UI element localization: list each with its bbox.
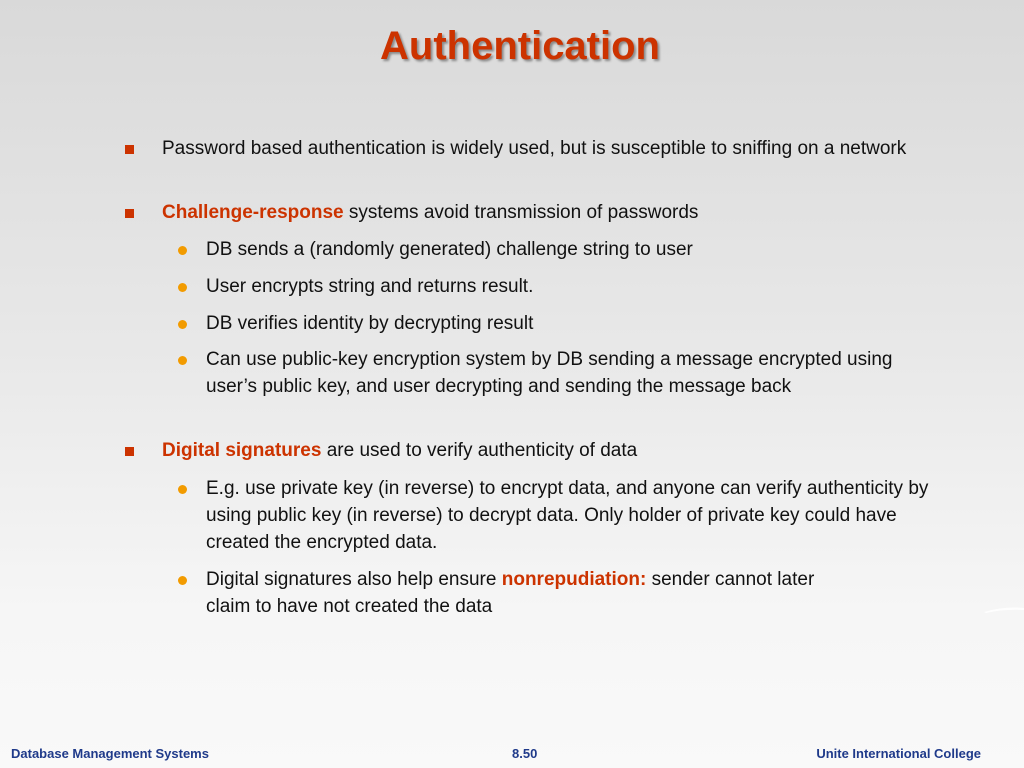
dot-bullet-icon: [178, 320, 187, 329]
bullet-text: E.g. use private key (in reverse) to encrypt data, and anyone can verify authenticity by using public key (in reverse) to decrypt data. Only holder of private key could have created the encrypted data.: [206, 478, 929, 553]
footer-institution: Unite International College: [816, 746, 981, 761]
bullet-item: [162, 199, 932, 226]
bullet-text-after: sender cannot later claim to have not created the data: [206, 569, 815, 617]
sub-bullet-item: [206, 310, 936, 337]
highlight-term: Digital signatures: [162, 440, 322, 461]
square-bullet-icon: [125, 145, 134, 154]
slide-title: Authentication: [380, 24, 660, 68]
bullet-text: DB verifies identity by decrypting result: [206, 313, 534, 334]
bullet-text: are used to verify authenticity of data: [321, 440, 638, 461]
bullet-text: User encrypts string and returns result.: [206, 276, 534, 297]
dot-bullet-icon: [178, 485, 187, 494]
decorative-swoosh-icon: [984, 600, 1024, 640]
sub-bullet-item: [206, 346, 936, 400]
dot-bullet-icon: [178, 576, 187, 585]
bullet-text: Password based authentication is widely used, but is susceptible to sniffing on a network: [162, 138, 907, 159]
dot-bullet-icon: [178, 246, 187, 255]
footer-course: Database Management Systems: [11, 746, 209, 761]
sub-bullet-item: [206, 236, 936, 263]
sub-bullet-item: [206, 273, 936, 300]
highlight-term: Challenge-response: [162, 202, 344, 223]
square-bullet-icon: [125, 447, 134, 456]
bullet-text: Can use public-key encryption system by DB sending a message encrypted using user’s public key, and user decrypting and sending the message back: [206, 349, 893, 397]
sub-bullet-item: [206, 566, 826, 620]
bullet-text: systems avoid transmission of passwords: [343, 202, 699, 223]
bullet-item: [162, 135, 932, 162]
square-bullet-icon: [125, 209, 134, 218]
dot-bullet-icon: [178, 356, 187, 365]
dot-bullet-icon: [178, 283, 187, 292]
bullet-text: DB sends a (randomly generated) challenge string to user: [206, 239, 693, 260]
bullet-item: [162, 437, 932, 464]
bullet-text-before: Digital signatures also help ensure: [206, 569, 502, 590]
sub-bullet-item: [206, 475, 936, 556]
footer-page-number: 8.50: [512, 746, 538, 761]
highlight-term: nonrepudiation:: [501, 569, 647, 590]
